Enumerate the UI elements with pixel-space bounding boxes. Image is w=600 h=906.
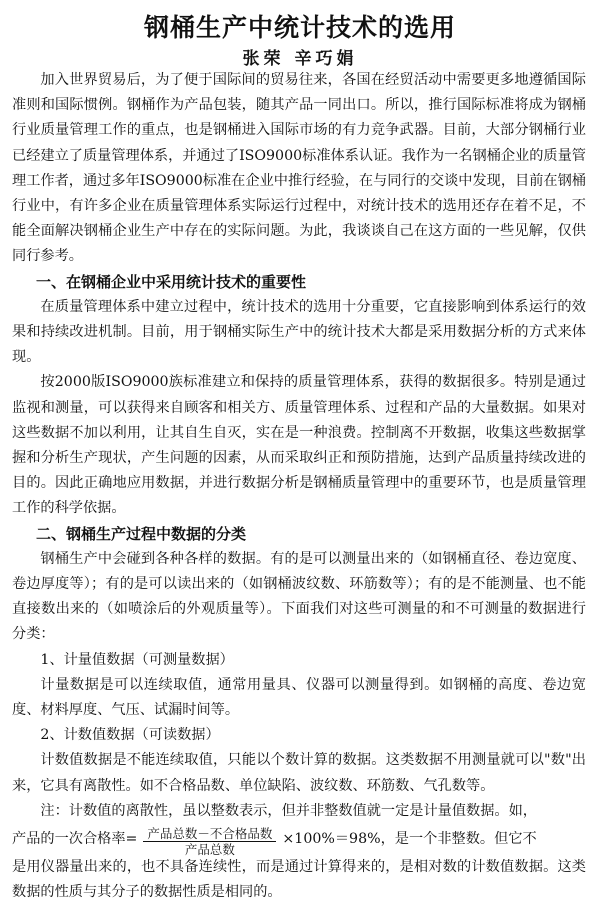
closing-paragraph: 是用仪器量出来的，也不具备连续性，而是通过计算得来的，是相对数的计数值数据。这类数据的性质与其分子的数据性质是相同的。 [12, 859, 586, 901]
subsection1-heading: 1、计量值数据（可测量数据） [40, 651, 234, 668]
formula-fraction [143, 826, 276, 857]
article-title: 钢桶生产中统计技术的选用 [143, 13, 456, 42]
subsection2-paragraph: 计数值数据是不能连续取值，只能以个数计算的数据。这类数据不用测量就可以"数"出来，它具有离散性。如不合格品数、单位缺陷、波纹数、环筋数、气孔数等。 [12, 752, 586, 794]
formula-denominator: 产品总数 [184, 842, 235, 858]
section1-heading: 一、在钢桶企业中采用统计技术的重要性 [36, 272, 307, 291]
article-authors: 张荣 辛巧娟 [242, 49, 358, 69]
formula-numerator: 产品总数－不合格品数 [143, 826, 276, 842]
section1-paragraph-1: 在质量管理体系中建立过程中，统计技术的选用十分重要，它直接影响到体系运行的效果和持续改进机制。目前，用于钢桶实际生产中的统计技术大都是采用数据分析的方式来体现。 [12, 298, 586, 366]
formula-suffix: ×100%＝98%，是一个非整数。但它不 [282, 830, 537, 847]
intro-paragraph: 加入世界贸易后，为了便于国际间的贸易往来，各国在经贸活动中需要更多地遵循国际准则和国际惯例。钢桶作为产品包装，随其产品一同出口。所以，推行国际标准将成为钢桶行业质量管理工作的重点，也是钢桶进入国际市场的有力竞争武器。目前，大部分钢桶行业已经建立了质量管理体系，并通过了ISO9000标准体系认证。我作为一名钢桶企业的质量管理工作者，通过多年ISO9000标准在企业中推行经验，在与同行的交谈中发现，目前在钢桶行业中，有许多企业在质量管理体系实际运行过程中，对统计技术的选用还存在着不足，不能全面解决钢桶企业生产中存在的实际问题。为此，我谈谈自己在这方面的一些见解，仅供同行参考。 [12, 72, 586, 265]
formula-prefix: 产品的一次合格率= [12, 830, 138, 847]
section1-paragraph-2: 按2000版ISO9000族标准建立和保持的质量管理体系，获得的数据很多。特别是通过监视和测量，可以获得来自顾客和相关方、质量管理体系、过程和产品的大量数据。如果对这些数据不加以利用，让其自生自灭，实在是一种浪费。控制离不开数据，收集这些数据掌握和分析生产现状，产生问题的因素，从而采取纠正和预防措施，达到产品质量持续改进的目的。因此正确地应用数据，并进行数据分析是钢桶质量管理中的重要环节，也是质量管理工作的科学依据。 [12, 374, 586, 517]
subsection2-heading: 2、计数值数据（可读数据） [40, 727, 220, 744]
section2-paragraph-1: 钢桶生产中会碰到各种各样的数据。有的是可以测量出来的（如钢桶直径、卷边宽度、卷边厚度等）；有的是可以读出来的（如钢桶波纹数、环筋数等）；有的是不能测量、也不能直接数出来的（如喷涂后的外观质量等）。下面我们对这些可测量的和不可测量的数据进行分类： [12, 550, 586, 643]
note-paragraph: 注：计数值的离散性，虽以整数表示，但并非整数值就一定是计量值数据。如， [40, 802, 537, 819]
subsection1-paragraph: 计量数据是可以连续取值，通常用量具、仪器可以测量得到。如钢桶的高度、卷边宽度、材料厚度、气压、试漏时间等。 [12, 676, 586, 719]
pass-rate-formula [12, 824, 586, 858]
article-body [12, 68, 586, 906]
section2-heading: 二、钢桶生产过程中数据的分类 [36, 524, 247, 543]
